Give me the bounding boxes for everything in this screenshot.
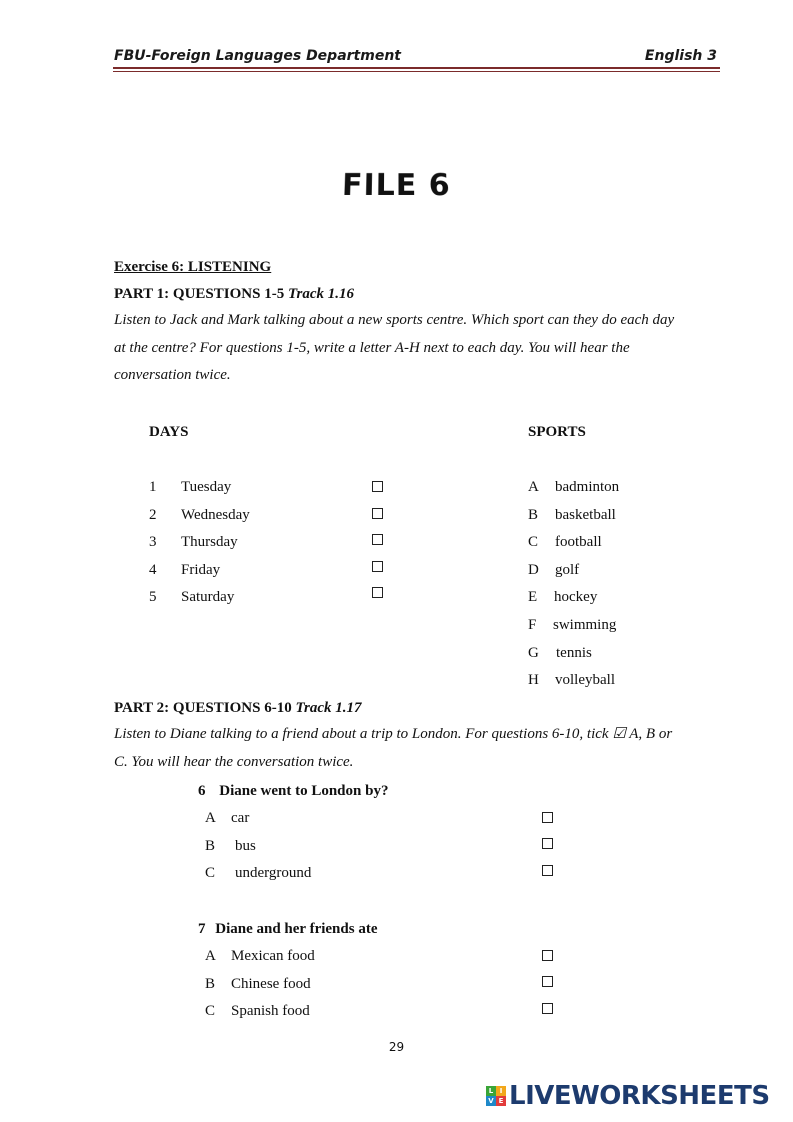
day-number: 1 [149, 479, 157, 495]
option-letter: A [205, 948, 216, 964]
part1-heading [114, 284, 354, 304]
sports-label: SPORTS [528, 424, 586, 440]
logo-cell: L [486, 1086, 496, 1096]
liveworksheets-logo [486, 1080, 770, 1112]
option-letter: B [205, 976, 216, 992]
checkbox-q7-a[interactable] [542, 950, 553, 961]
header-department: FBU-Foreign Languages Department [114, 48, 401, 64]
question-text: Diane and her friends ate [215, 921, 378, 937]
answer-box-3[interactable] [372, 534, 383, 545]
part2-heading [114, 698, 362, 718]
logo-cell: V [486, 1096, 496, 1106]
option-text: car [231, 810, 250, 826]
header-rule-thin [113, 71, 720, 72]
checkbox-q6-b[interactable] [542, 838, 553, 849]
checkbox-q6-c[interactable] [542, 865, 553, 876]
sport-name: volleyball [555, 672, 615, 688]
sport-name: tennis [556, 645, 592, 661]
brand-name: LIVEWORKSHEETS [509, 1081, 770, 1111]
sport-name: basketball [555, 507, 616, 523]
instruction-line: Listen to Diane talking to a friend about a trip to London. For questions 6-10, tick ☑ A, B or [114, 726, 673, 742]
answer-box-4[interactable] [372, 561, 383, 572]
header-course: English 3 [644, 48, 717, 64]
option-text: underground [235, 865, 312, 881]
sport-letter: G [528, 645, 539, 661]
part1-track: Track 1.16 [287, 286, 355, 302]
checkbox-q7-b[interactable] [542, 976, 553, 987]
day-name: Tuesday [181, 479, 232, 495]
question-6 [198, 781, 388, 801]
question-7 [198, 919, 377, 939]
sport-name: swimming [553, 617, 617, 633]
option-text: Spanish food [231, 1003, 310, 1019]
part2-instructions [114, 721, 724, 776]
logo-cell: E [496, 1096, 506, 1106]
day-number: 5 [149, 589, 157, 605]
day-name: Thursday [181, 534, 238, 550]
page-number: 29 [388, 1040, 405, 1054]
header-rule [113, 67, 720, 69]
instruction-line: Listen to Jack and Mark talking about a new sports centre. Which sport can they do each day [114, 312, 675, 328]
option-letter: C [205, 865, 216, 881]
answer-box-2[interactable] [372, 508, 383, 519]
option-text: bus [235, 838, 256, 854]
days-label: DAYS [149, 424, 189, 440]
page-title: FILE 6 [341, 168, 452, 204]
part1-title: PART 1: QUESTIONS 1-5 [114, 286, 285, 302]
sport-letter: F [528, 617, 537, 633]
instruction-line: at the centre? For questions 1-5, write a letter A-H next to each day. You will hear the [114, 339, 630, 356]
option-letter: A [205, 810, 216, 826]
answer-box-5[interactable] [372, 587, 383, 598]
checkbox-q6-a[interactable] [542, 812, 553, 823]
sport-name: hockey [554, 589, 598, 605]
day-name: Friday [181, 562, 221, 578]
question-number: 6 [198, 783, 206, 799]
checkbox-q7-c[interactable] [542, 1003, 553, 1014]
question-text: Diane went to London by? [219, 783, 389, 799]
sport-letter: A [528, 479, 539, 495]
sport-letter: H [528, 672, 539, 688]
day-number: 2 [149, 507, 157, 523]
sport-name: football [555, 534, 602, 550]
sport-name: golf [555, 562, 580, 578]
instruction-line: conversation twice. [114, 367, 231, 383]
day-name: Saturday [181, 589, 235, 605]
day-name: Wednesday [181, 507, 250, 523]
option-text: Chinese food [231, 976, 311, 992]
answer-box-1[interactable] [372, 481, 383, 492]
sport-letter: C [528, 534, 539, 550]
option-letter: C [205, 1003, 216, 1019]
instruction-line: C. You will hear the conversation twice. [114, 753, 354, 770]
sport-letter: E [528, 589, 538, 605]
exercise-heading: Exercise 6: LISTENING [114, 259, 272, 275]
part2-track: Track 1.17 [295, 700, 362, 716]
sport-name: badminton [555, 479, 620, 495]
sport-letter: B [528, 507, 539, 523]
day-number: 3 [149, 534, 157, 550]
sport-letter: D [528, 562, 539, 578]
option-letter: B [205, 838, 216, 854]
option-text: Mexican food [231, 948, 315, 964]
part1-instructions [114, 307, 724, 390]
live-logo-icon [486, 1086, 506, 1106]
question-number: 7 [198, 921, 206, 937]
part2-title: PART 2: QUESTIONS 6-10 [114, 700, 292, 716]
day-number: 4 [149, 562, 157, 578]
logo-cell: I [496, 1086, 506, 1096]
